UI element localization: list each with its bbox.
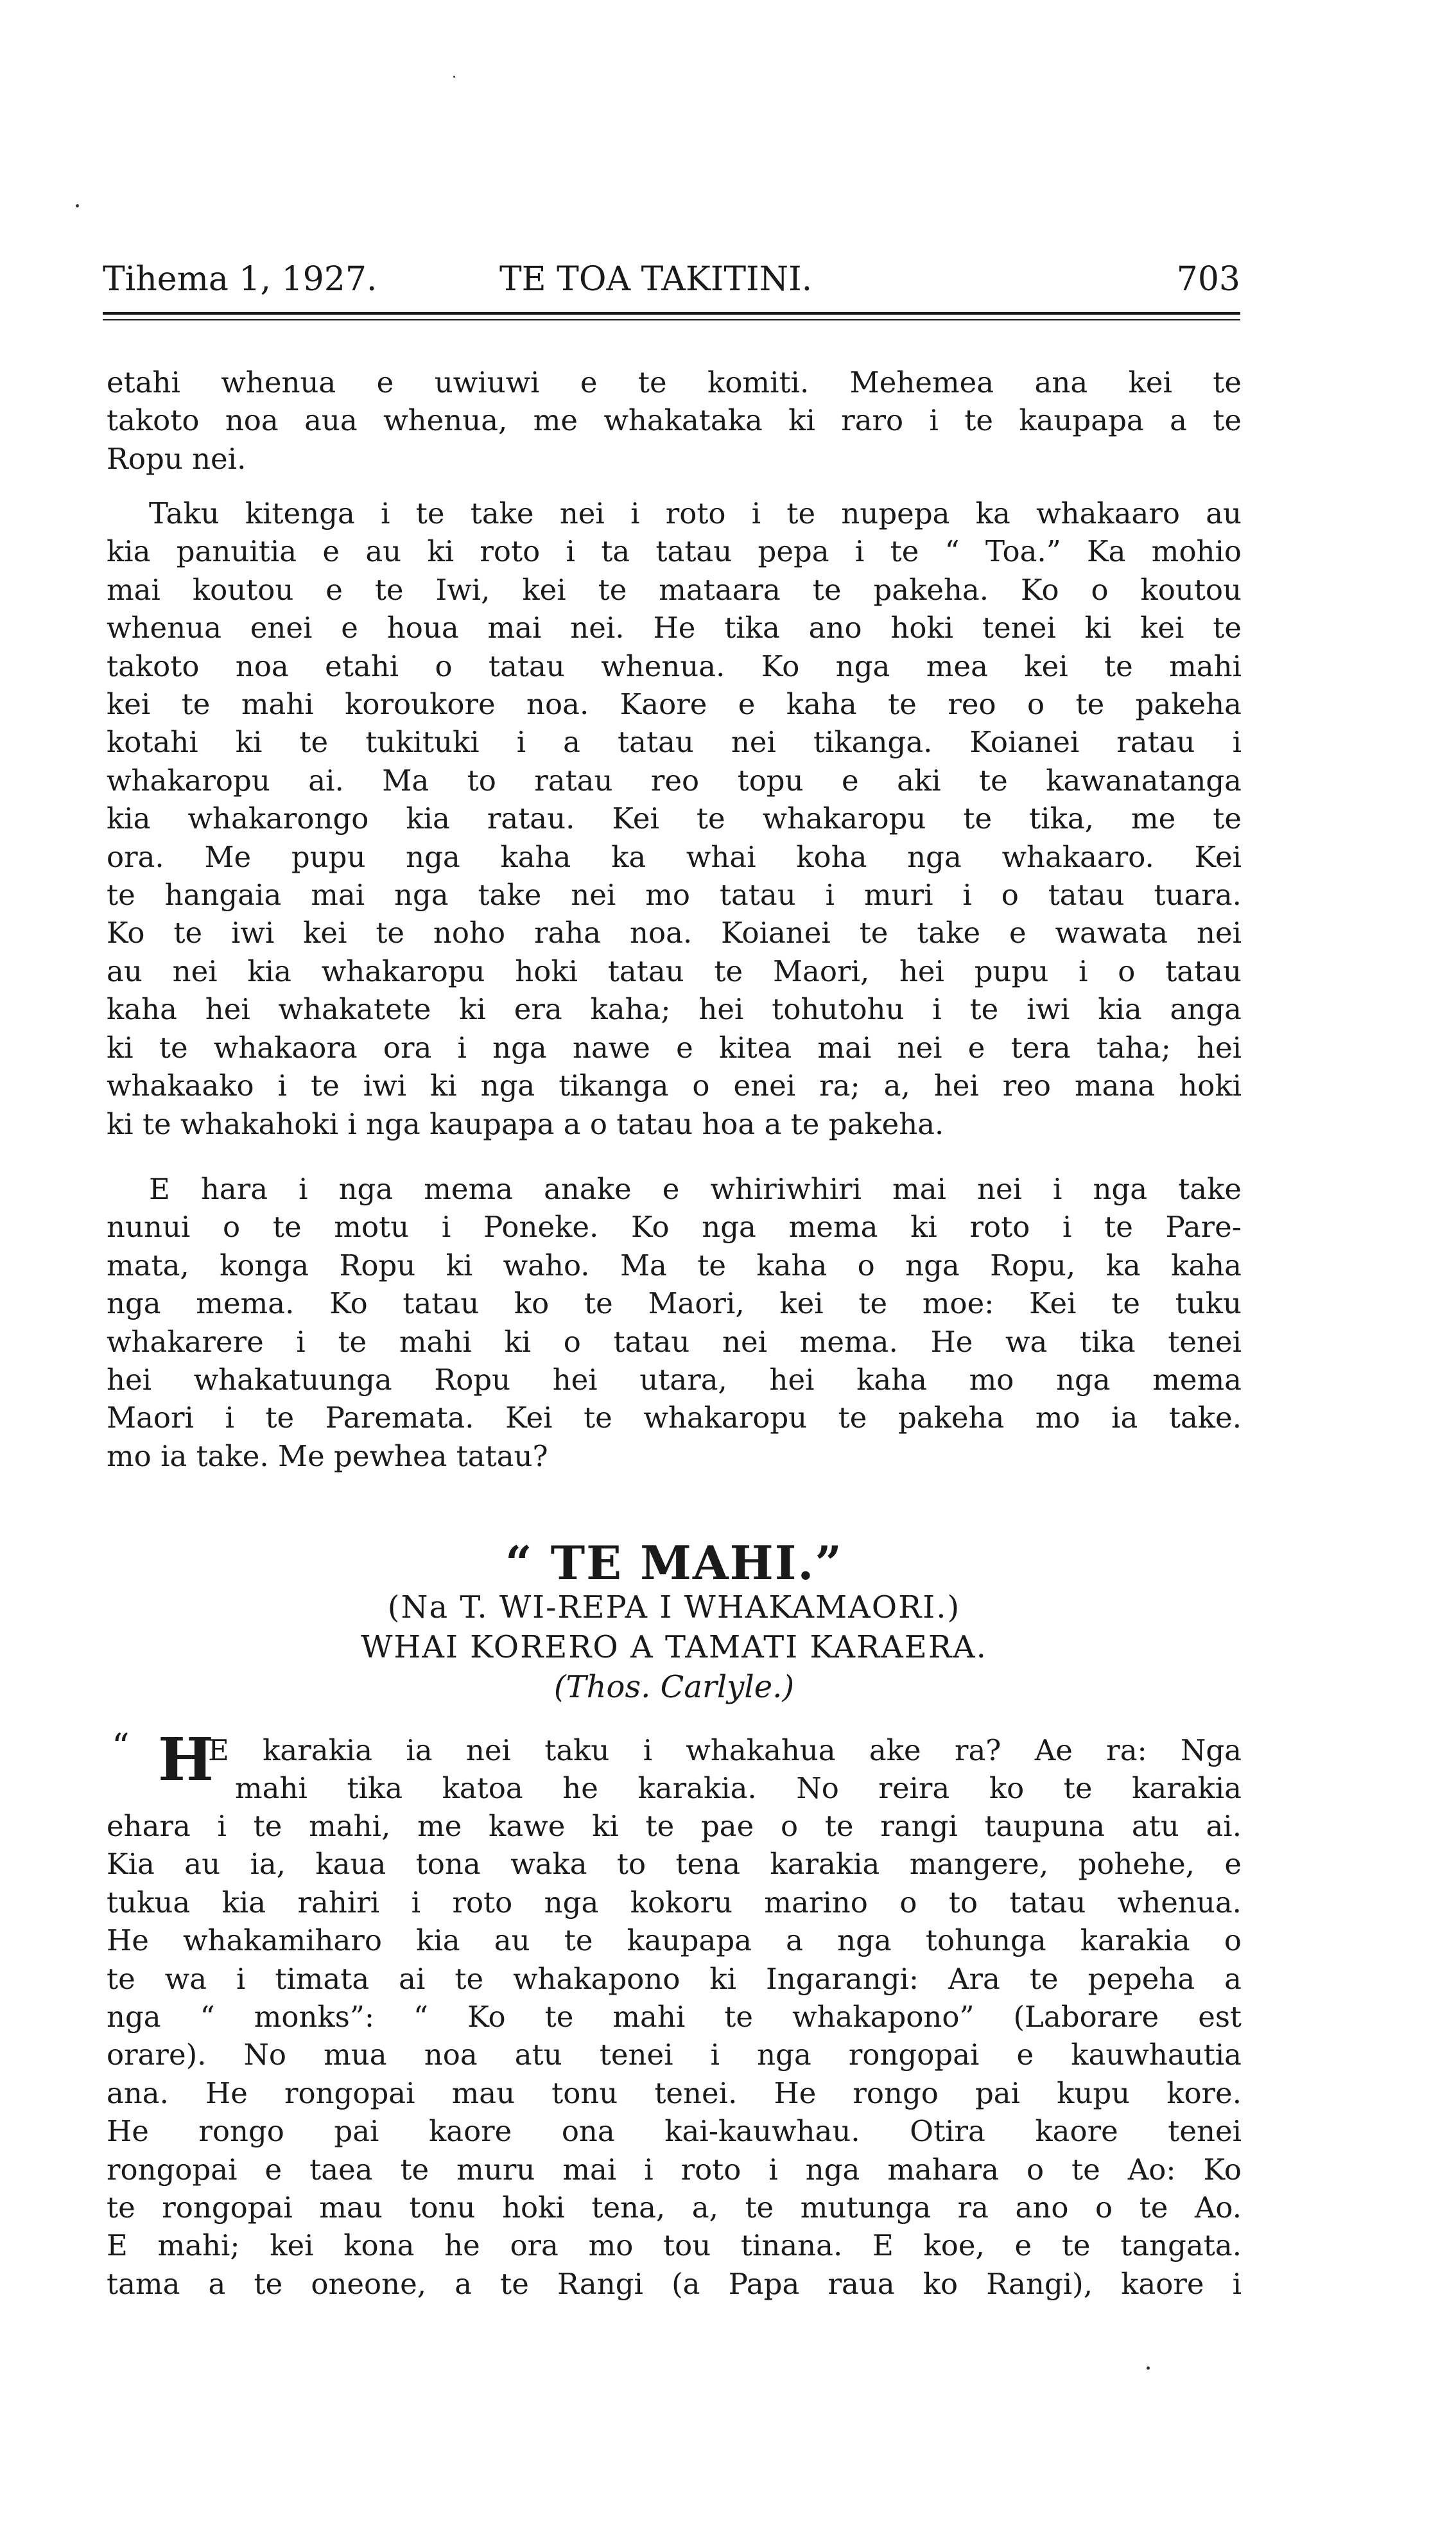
- text-line: whakaako i te iwi ki nga tikanga o enei ra; a, hei reo mana hoki: [107, 1069, 1242, 1103]
- article-opening-lines-2: [235, 1769, 1242, 1807]
- text-line: mai koutou e te Iwi, kei te mataara te pakeha. Ko o koutou: [107, 572, 1242, 607]
- text-line: tama a te oneone, a te Rangi (a Papa raua ko Rangi), kaore i: [107, 2266, 1242, 2301]
- header-page-number: 703: [1176, 260, 1240, 299]
- text-line: etahi whenua e uwiuwi e te komiti. Mehemea ana kei te: [107, 365, 1242, 399]
- text-line: takoto noa etahi o tatau whenua. Ko nga mea kei te mahi: [107, 649, 1242, 683]
- text-line: nga “ monks”: “ Ko te mahi te whakapono” (Laborare est: [107, 2000, 1242, 2034]
- scan-speck: [76, 204, 79, 207]
- text-line: mo ia take. Me pewhea tatau?: [107, 1438, 548, 1473]
- text-line: E hara i nga mema anake e whiriwhiri mai nei i nga take: [149, 1172, 1242, 1206]
- text-line: Kia au ia, kaua tona waka to tena karakia mangere, pohehe, e: [107, 1847, 1242, 1882]
- text-line: ora. Me pupu nga kaha ka whai koha nga whakaaro. Kei: [107, 839, 1242, 874]
- article-title: “ TE MAHI.”: [505, 1535, 843, 1590]
- header-date: Tihema 1, 1927.: [103, 260, 377, 299]
- text-line: nunui o te motu i Poneke. Ko nga mema ki roto i te Pare-: [107, 1210, 1242, 1245]
- text-line: whakarere i te mahi ki o tatau nei mema. He wa tika tenei: [107, 1324, 1242, 1359]
- text-line: ana. He rongopai mau tonu tenei. He rongo pai kupu kore.: [107, 2076, 1242, 2110]
- text-line: nga mema. Ko tatau ko te Maori, kei te moe: Kei te tuku: [107, 1286, 1242, 1321]
- text-line: tukua kia rahiri i roto nga kokoru marino o to tatau whenua.: [107, 1885, 1242, 1919]
- article-author: (Thos. Carlyle.): [553, 1669, 795, 1705]
- text-line: ki te whakahoki i nga kaupapa a o tatau hoa a te pakeha.: [107, 1106, 944, 1141]
- text-line: kaha hei whakatete ki era kaha; hei tohutohu i te iwi kia anga: [107, 992, 1242, 1027]
- article-subtitle-translator: (Na T. WI-REPA I WHAKAMAORI.): [387, 1589, 961, 1625]
- text-line: rongopai e taea te muru mai i roto i nga mahara o te Ao: Ko: [107, 2152, 1242, 2187]
- article-body: [107, 1807, 1242, 2303]
- header-title: TE TOA TAKITINI.: [499, 260, 813, 299]
- text-line: ehara i te mahi, me kawe ki te pae o te rangi taupuna atu ai.: [107, 1809, 1242, 1843]
- text-line: Taku kitenga i te take nei i roto i te nupepa ka whakaaro au: [149, 496, 1242, 530]
- text-line: kia whakarongo kia ratau. Kei te whakaropu te tika, me te: [107, 801, 1242, 836]
- text-line: Ropu nei.: [107, 441, 247, 476]
- text-line: hei whakatuunga Ropu hei utara, hei kaha mo nga mema: [107, 1363, 1242, 1397]
- text-line: E mahi; kei kona he ora mo tou tinana. E koe, e te tangata.: [107, 2228, 1242, 2263]
- text-line: Maori i te Paremata. Kei te whakaropu te pakeha mo ia take.: [107, 1401, 1242, 1435]
- article-subtitle-speech: WHAI KORERO A TAMATI KARAERA.: [361, 1629, 987, 1665]
- text-line: Ko te iwi kei te noho raha noa. Koianei te take e wawata nei: [107, 916, 1242, 950]
- text-line: te hangaia mai nga take nei mo tatau i muri i o tatau tuara.: [107, 878, 1242, 913]
- text-line: whenua enei e houa mai nei. He tika ano hoki tenei ki kei te: [107, 611, 1242, 645]
- article-opening-lines: [208, 1731, 1242, 1769]
- scan-speck: [453, 76, 455, 78]
- text-line: He whakamiharo kia au te kaupapa a nga tohunga karakia o: [107, 1923, 1242, 1958]
- text-line: kei te mahi koroukore noa. Kaore e kaha te reo o te pakeha: [107, 687, 1242, 722]
- text-line: whakaropu ai. Ma to ratau reo topu e aki te kawanatanga: [107, 763, 1242, 798]
- text-line: E karakia ia nei taku i whakahua ake ra? Ae ra: Nga: [208, 1733, 1242, 1767]
- text-line: au nei kia whakaropu hoki tatau te Maori, hei pupu i o tatau: [107, 954, 1242, 988]
- text-line: ki te whakaora ora i nga nawe e kitea mai nei e tera taha; hei: [107, 1030, 1242, 1065]
- text-line: takoto noa aua whenua, me whakataka ki raro i te kaupapa a te: [107, 403, 1242, 438]
- text-line: mahi tika katoa he karakia. No reira ko te karakia: [235, 1771, 1242, 1805]
- text-line: orare). No mua noa atu tenei i nga rongopai e kauwhautia: [107, 2038, 1242, 2072]
- text-line: kia panuitia e au ki roto i ta tatau pepa i te “ Toa.” Ka mohio: [107, 534, 1242, 569]
- text-line: te wa i timata ai te whakapono ki Ingarangi: Ara te pepeha a: [107, 1961, 1242, 1996]
- scan-speck: [1147, 2366, 1150, 2370]
- text-line: mata, konga Ropu ki waho. Ma te kaha o nga Ropu, ka kaha: [107, 1248, 1242, 1282]
- drop-cap-quote: “: [112, 1726, 130, 1767]
- text-line: He rongo pai kaore ona kai-kauwhau. Otira kaore tenei: [107, 2114, 1242, 2149]
- text-line: te rongopai mau tonu hoki tena, a, te mutunga ra ano o te Ao.: [107, 2190, 1242, 2225]
- drop-cap-letter: H: [158, 1725, 214, 1794]
- text-line: kotahi ki te tukituki i a tatau nei tikanga. Koianei ratau i: [107, 725, 1242, 760]
